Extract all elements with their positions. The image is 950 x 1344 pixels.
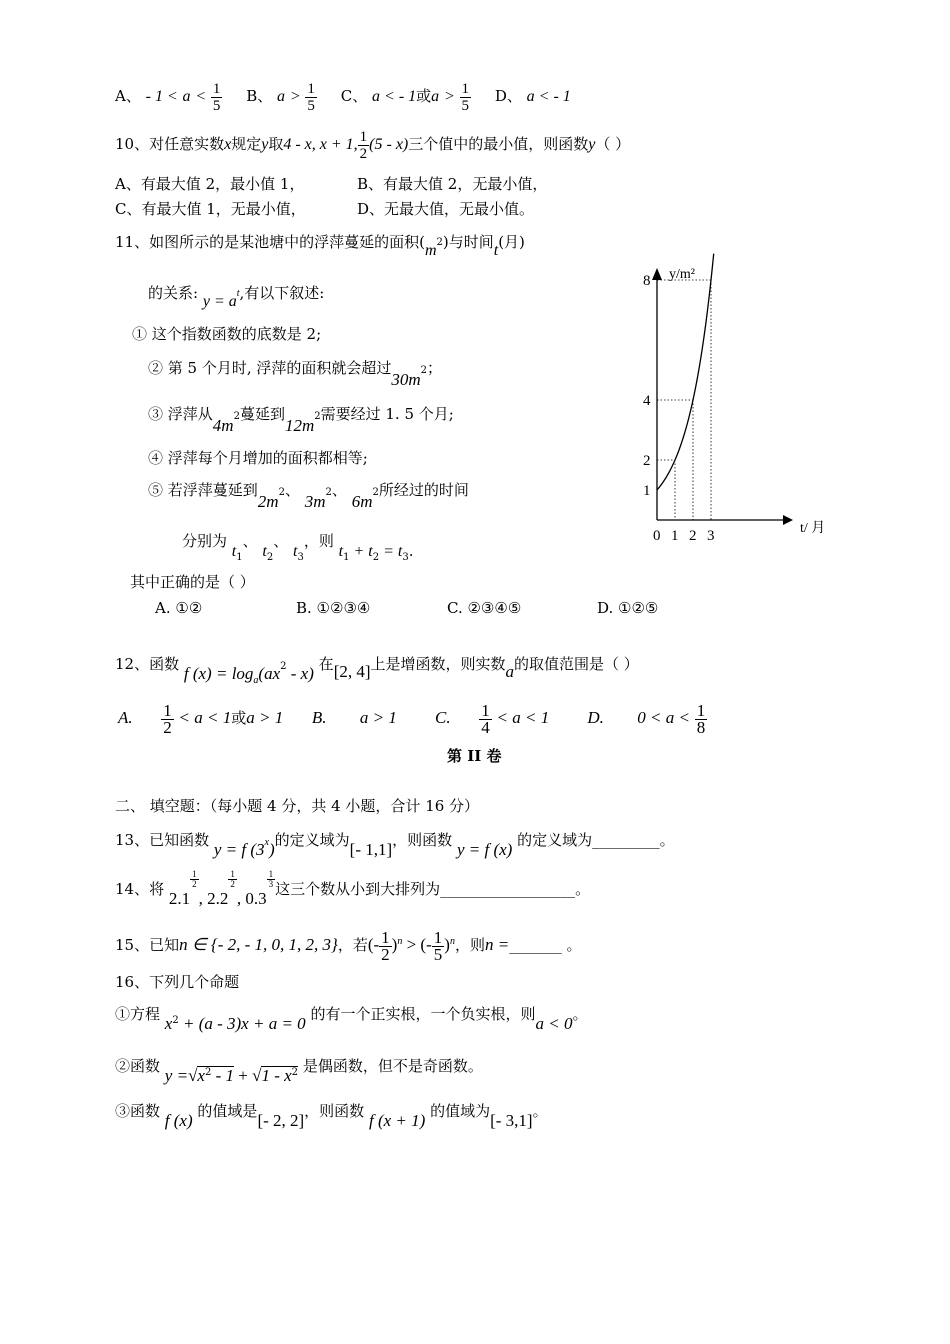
q11-statement-2: ② 第 5 个月时, 浮萍的面积就会超过$30m^2$； xyxy=(148,359,443,389)
q10-option-a: A、有最大值 2，最小值 1， xyxy=(115,175,305,193)
y-axis-label: y/m² xyxy=(669,267,695,282)
section-2-heading: 二、 填空题：（每小题 4 分，共 4 小题，合计 16 分） xyxy=(115,797,480,815)
y-tick-label: 8 xyxy=(643,273,651,289)
q16-proposition-1: ①方程 $x^2 + (a - 3)x + a = 0$ 的有一个正实根，一个负实根，则a < 0。 xyxy=(115,1005,588,1033)
x-axis-arrow xyxy=(783,515,793,525)
q16-stem: 16、下列几个命题 xyxy=(115,973,240,991)
t-equation: $t_1 + t_2 = t_3$. xyxy=(338,542,414,563)
q9-option-c-label: C、 xyxy=(340,87,368,105)
fraction: $\frac{1}{2}$ xyxy=(381,927,390,964)
q11-correct-prompt: 其中正确的是（ ） xyxy=(130,573,255,591)
q13-stem: 13、已知函数 y = f (3$^x$)的定义域为[- 1,1]，则函数 y = f (x) 的定义域为_________。 xyxy=(115,831,675,859)
q11-option-d: D. ①②⑤ xyxy=(597,599,659,617)
q11-statement-4: ④ 浮萍每个月增加的面积都相等; xyxy=(148,449,368,467)
fraction: $\frac{1}{8}$ xyxy=(696,700,706,737)
q16-proposition-3: ③函数 f (x) 的值域是[- 2, 2]，则函数 f (x + 1) 的值域为[- 3,1]。 xyxy=(115,1102,548,1130)
q10-option-b: B、有最大值 2，无最小值， xyxy=(357,175,548,193)
q16-proposition-2: ②函数 $y =√x^2 - 1 + √1 - x^2$ 是偶函数，但不是奇函数。 xyxy=(115,1057,483,1085)
x-tick-label: 2 xyxy=(689,528,697,544)
y-tick-label: 1 xyxy=(643,483,651,499)
fraction: $\frac{1}{5}$ xyxy=(212,80,221,114)
growth-chart xyxy=(625,250,845,550)
q11-option-b: B. ①②③④ xyxy=(296,599,371,617)
q11-relation: 的关系: $y = a^t$,有以下叙述: xyxy=(148,284,325,310)
q11-stem: 11、如图所示的是某池塘中的浮萍蔓延的面积$(m^2)$与时间t(月) xyxy=(115,233,525,259)
q11-statement-6: 分别为 $t_1$、 $t_2$、 $t_3$，则 $t_1 + t_2 = t_3$. xyxy=(182,532,414,563)
q9-option-a-label: A、 xyxy=(115,87,141,105)
y-axis-arrow xyxy=(652,268,662,280)
q12-stem: 12、函数 f $(x) = \log_a(ax^2 - x)$ 在[2, 4]上是增函数，则实数a的取值范围是（ ） xyxy=(115,655,639,686)
q11-statement-3: ③ 浮萍从$4m^2$蔓延到$12m^2$需要经过 1. 5 个月; xyxy=(148,405,454,435)
fraction: $\frac{1}{5}$ xyxy=(307,80,315,114)
q15-stem: 15、已知n ∈ {- 2, - 1, 0, 1, 2, 3}，若(- $\frac{1}{2}$ )$^n$ > (- $\frac{1}{5}$ )$^n$，则n =_______ 。 xyxy=(115,927,582,964)
q11-statement-5: ⑤ 若浮萍蔓延到$2m^2$、 $3m^2$、 $6m^2$所经过的时间 xyxy=(148,481,469,511)
q14-stem: 14、将 2.1 $\frac{1}{2}$ , 2.2 $\frac{1}{2}$ , 0.3 $\frac{1}{3}$ 这三个数从小到大排列为__________________。 xyxy=(115,869,591,908)
part2-title: 第 II 卷 xyxy=(447,747,502,765)
y-tick-label: 4 xyxy=(643,393,651,409)
growth-curve xyxy=(657,254,714,490)
q11-option-c: C. ②③④⑤ xyxy=(447,599,522,617)
q10-stem: 10、对任意实数x规定y取4 - x, x + 1, $\frac{1}{2}$ (5 - x)三个值中的最小值，则函数y（ ） xyxy=(115,128,631,162)
fraction: $\frac{1}{5}$ xyxy=(461,80,470,114)
fraction: $\frac{1}{2}$ xyxy=(359,128,368,162)
q11-statement-1: ① 这个指数函数的底数是 2; xyxy=(132,325,322,343)
power-list: 2.1 $\frac{1}{2}$ , 2.2 $\frac{1}{2}$ , 0.3 $\frac{1}{3}$ xyxy=(168,869,274,908)
q12-options: A. $\frac{1}{2}$ < a < 1或a > 1 B. a > 1 C. $\frac{1}{4}$ < a < 1 D. 0 < a < $\frac{1}{8}$ xyxy=(118,700,706,737)
x-tick-label: 3 xyxy=(707,528,715,544)
q9-option-d-label: D、 xyxy=(494,87,522,105)
x-axis-label: t/ 月 xyxy=(800,521,826,536)
fraction: $\frac{1}{2}$ xyxy=(163,700,172,737)
x-tick-label: 0 xyxy=(653,528,661,544)
fraction: $\frac{1}{5}$ xyxy=(433,927,443,964)
fraction: $\frac{1}{4}$ xyxy=(481,700,490,737)
q10-option-d: D、无最大值，无最小值。 xyxy=(357,200,535,218)
y-tick-label: 2 xyxy=(643,453,651,469)
q10-option-c: C、有最大值 1，无最小值， xyxy=(115,200,306,218)
q9-option-b-label: B、 xyxy=(246,87,273,105)
q9-options: A、 - 1 < a < $\frac{1}{5}$ B、 a > $\frac{1}{5}$ C、 a < - 1或a > $\frac{1}{5}$ D、 a < - 1 xyxy=(115,80,571,114)
x-tick-label: 1 xyxy=(671,528,679,544)
q11-option-a: A. ①② xyxy=(155,599,203,617)
